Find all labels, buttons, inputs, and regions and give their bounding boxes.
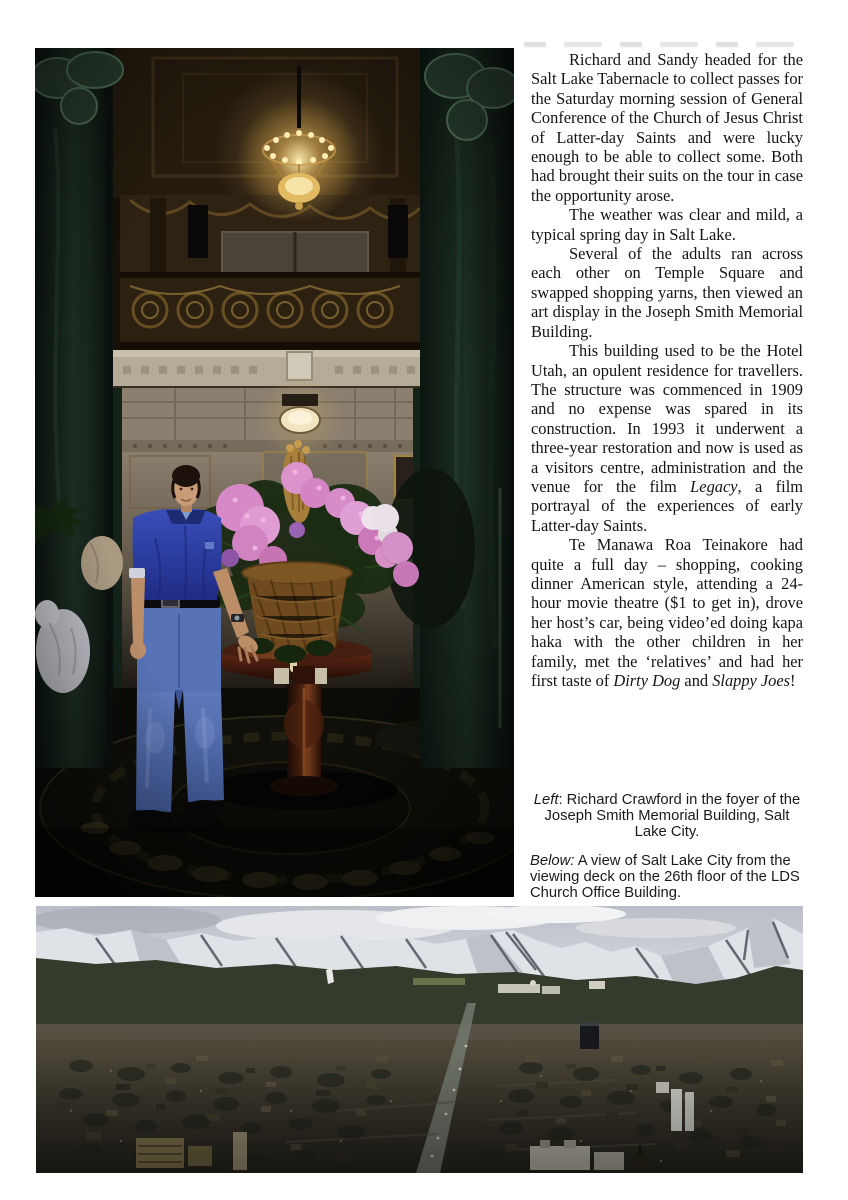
article-text <box>531 50 803 690</box>
city-view-photo <box>36 906 803 1173</box>
photo-vignette <box>35 48 514 897</box>
photo-bottom-shading <box>36 1056 803 1173</box>
paragraph-3: Several of the adults ran across each other on Temple Square and swapped shopping yarns, then viewed an art display in the Joseph Smith Memorial Building. <box>531 244 803 341</box>
city-photo-illustration <box>36 906 803 1173</box>
paragraph-5: Te Manawa Roa Teinakore had quite a full day – shopping, cooking dinner American style, attending a 24-hour movie theatre ($1 to get in), drove her host’s car, being video’ed doing kapa haka with the other children in her family, met the ‘relatives’ and had her first taste of Dirty Dog and Slappy Joes! <box>531 535 803 690</box>
scan-artifact <box>524 42 807 47</box>
left-photo-caption: Left: Richard Crawford in the foyer of the Joseph Smith Memorial Building, Salt Lake City. <box>533 791 801 840</box>
foyer-photo <box>35 48 514 897</box>
foyer-photo-illustration <box>35 48 514 897</box>
paragraph-1: Richard and Sandy headed for the Salt Lake Tabernacle to collect passes for the Saturday morning session of General Conference of the Church of Jesus Christ of Latter-day Saints and were lucky enough to be able to collect some. Both had brought their suits on the tour in case the opportunity arose. <box>531 50 803 205</box>
bottom-photo-caption: Below: A view of Salt Lake City from the viewing deck on the 26th floor of the LDS Church Office Building. <box>530 852 800 901</box>
paragraph-4: This building used to be the Hotel Utah, an opulent residence for travellers. The structure was commenced in 1909 and no expense was spared in its construction. In 1993 it underwent a three-year restoration and now is used as a visitors centre, administration and the venue for the film Legacy, a film portrayal of the experiences of early Latter-day Saints. <box>531 341 803 535</box>
paragraph-2: The weather was clear and mild, a typical spring day in Salt Lake. <box>531 205 803 244</box>
